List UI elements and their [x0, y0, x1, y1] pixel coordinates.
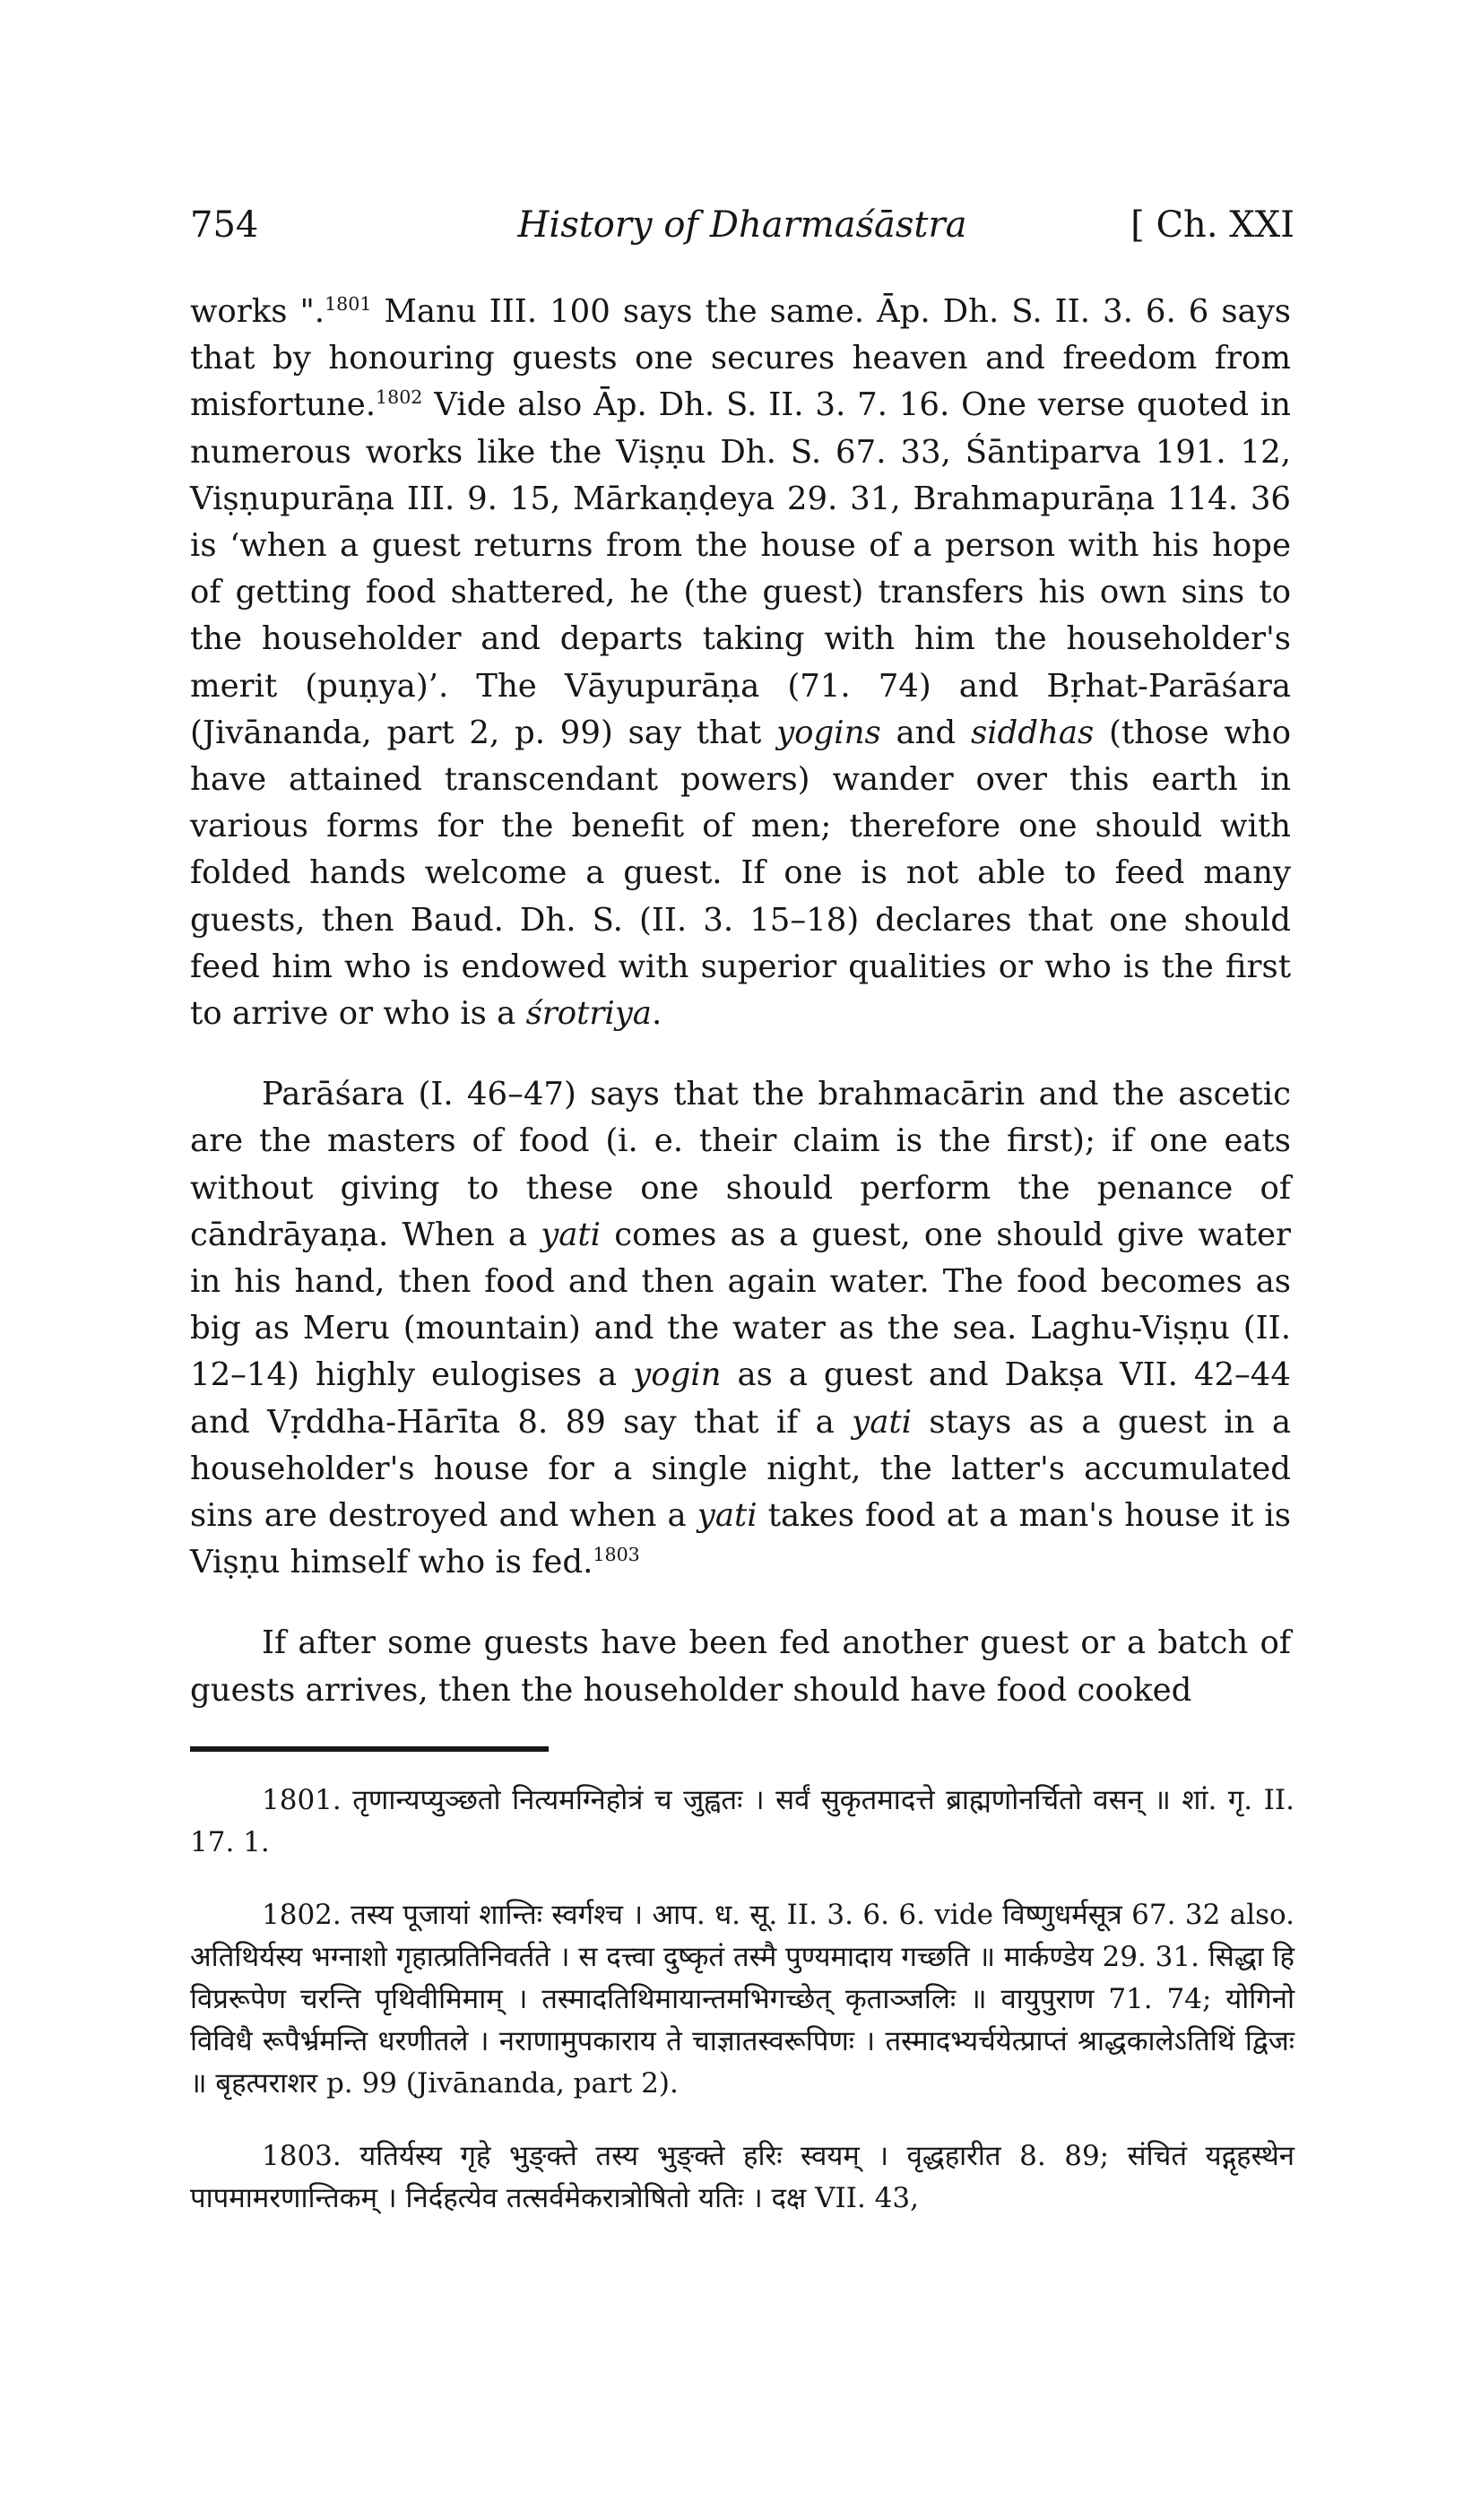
italic-term: yogin [633, 1356, 722, 1394]
italic-term: yati [697, 1497, 758, 1535]
text-run: takes food at a man's house it is Viṣṇu himself who is fed. [190, 1497, 1291, 1581]
text-run: works ". [190, 293, 325, 330]
footnote-separator [190, 1746, 549, 1752]
footnote-number: 1802. [262, 1899, 342, 1931]
paragraph-2 [190, 1071, 1291, 1586]
footnote-text: यतिर्यस्य गृहे भुङ्क्ते तस्य भुङ्क्ते हरिः स्वयम् । वृद्धहारीत 8. 89; संचितं यद्गृहस्थेन पापमामरणान्तिकम् । निर्दहत्येव तत्सर्वमेकरात्रोषितो यतिः । दक्ष VII. 43, [190, 2140, 1294, 2214]
footnote-ref-1801: 1801 [325, 293, 372, 316]
footnote-ref-1803: 1803 [593, 1544, 640, 1566]
italic-term: siddhas [970, 714, 1095, 751]
paragraph-gap [190, 1586, 1291, 1620]
footnote-1801 [190, 1780, 1294, 1864]
footnote-text: तस्य पूजायां शान्तिः स्वर्गश्च । आप. ध. सू. II. 3. 6. 6. vide विष्णुधर्मसूत्र 67. 32 also. अतिथिर्यस्य भग्नाशो गृहात्प्रतिनिवर्तते । स दत्त्वा दुष्कृतं तस्मै पुण्यमादाय गच्छति ॥ मार्कण्डेय 29. 31. सिद्धा हि विप्ररूपेण चरन्ति पृथिवीमिमाम् । तस्मादतिथिमायान्तमभिगच्छेत् कृताञ्जलिः ॥ वायुपुराण 71. 74; योगिनो विविधै रूपैर्भ्रमन्ति धरणीतले । नराणामुपकाराय ते चाज्ञातस्वरूपिणः । तस्मादभ्यर्चयेत्प्राप्तं श्राद्धकालेऽतिथिं द्विजः ॥ बृहत्पराशर p. 99 (Jivānanda, part 2). [190, 1899, 1294, 2100]
text-run: (those who have attained transcendant powers) wander over this earth in various forms for the benefit of men; therefore one should with folded hands welcome a guest. If one is not able to feed many guests, then Baud. Dh. S. (II. 3. 15–18) declares that one should feed him who is endowed with superior qualities or who is the first to arrive or who is a [190, 714, 1291, 1033]
text-run: Parāśara (I. 46–47) says that the brahmacārin and the ascetic are the masters of food (i. e. their claim is the first); if one eats without giving to these one should perform the penance of cāndrāyaṇa. When a [190, 1076, 1291, 1253]
text-run: Vide also Āp. Dh. S. II. 3. 7. 16. One verse quoted in numerous works like the Viṣṇu Dh. S. 67. 33, Śāntiparva 191. 12, Viṣṇupurāṇa III. 9. 15, Mārkaṇḍeya 29. 31, Brahmapurāṇa 114. 36 is ‘when a guest returns from the house of a person with his hope of getting food shattered, he (the guest) transfers his own sins to the householder and departs taking with him the householder's merit (puṇya)’. The Vāyupurāṇa (71. 74) and Bṛhat-Parāśara (Jivānanda, part 2, p. 99) say that [190, 386, 1291, 751]
text-run: as a guest and Dakṣa VII. 42–44 and Vṛddha-Hārīta 8. 89 say that if a [190, 1356, 1291, 1441]
footnote-text: तृणान्यप्युञ्छतो नित्यमग्निहोत्रं च जुह्वतः । सर्वं सुकृतमादत्ते ब्राह्मणोनर्चितो वसन् ॥ शां. गृ. II. 17. 1. [190, 1784, 1294, 1858]
page-number: 754 [190, 204, 259, 246]
footnote-ref-1802: 1802 [376, 386, 423, 409]
text-run: Manu III. 100 says the same. Āp. Dh. S. II. 3. 6. 6 says that by honouring guests one secures heaven and freedom from misfortune. [190, 293, 1291, 424]
footnote-1803 [190, 2135, 1294, 2220]
page-header [190, 204, 1294, 258]
chapter-label: [ Ch. XXI [1130, 204, 1294, 246]
paragraph-gap [190, 1037, 1291, 1071]
italic-term: yati [541, 1216, 602, 1253]
text-run: stays as a guest in a householder's house for a single night, the latter's accumulated sins are destroyed and when a [190, 1403, 1292, 1535]
italic-term: yogins [776, 714, 881, 751]
text-run: . [651, 995, 662, 1033]
italic-term: śrotriya [525, 995, 652, 1033]
footnote-number: 1803. [262, 2140, 342, 2172]
footnote-number: 1801. [262, 1784, 342, 1816]
footnote-1802 [190, 1894, 1294, 2105]
footnotes [190, 1780, 1294, 2250]
main-text [190, 289, 1291, 1714]
text-run: comes as a guest, one should give water in his hand, then food and then again water. The food becomes as big as Meru (mountain) and the water as the sea. Laghu-Viṣṇu (II. 12–14) highly eulogises a [190, 1216, 1291, 1394]
italic-term: yati [852, 1403, 913, 1441]
running-title: History of Dharmaśāstra [517, 204, 967, 246]
paragraph-1 [190, 289, 1291, 1037]
paragraph-3: If after some guests have been fed another guest or a batch of guests arrives, then the householder should have food cooked [190, 1624, 1291, 1709]
text-run: and [880, 714, 971, 751]
